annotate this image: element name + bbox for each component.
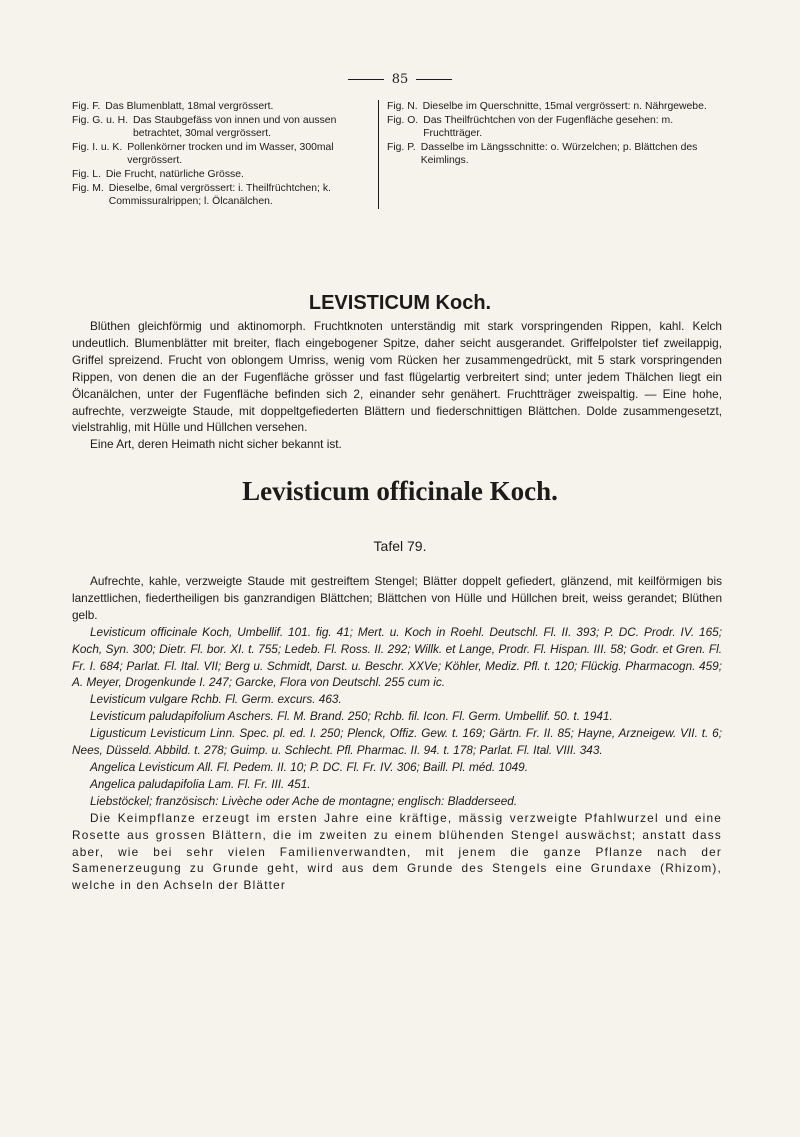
caption-fig-n: Fig. N. Dieselbe im Querschnitte, 15mal vergrössert: n. Nährgewebe. <box>387 101 707 112</box>
caption-fig-l: Fig. L. Die Frucht, natürliche Grösse. <box>72 169 244 180</box>
page-number: 85 <box>0 72 800 87</box>
reference-entry: Levisticum paludapifolium Aschers. Fl. M. Brand. 250; Rchb. fil. Icon. Fl. Germ. Umbellif. 50. t. 1941. <box>90 709 613 724</box>
reference-entry: Ligusticum Levisticum Linn. Spec. pl. ed. I. 250; Plenck, Offiz. Gew. t. 169; Gärtn. Fr. II. 85; Hayne, Arzneigew. VII. t. 6; Nees, Düsseld. Abbild. t. 278; Guimp. u. Schlecht. Pfl. Pharmac. II. 94. t. 178; Parlat. Fl. Ital. VIII. 343. <box>72 726 722 758</box>
germination-text: Die Keimpflanze erzeugt im ersten Jahre eine kräftige, mässig verzweigte Pfahlwurzel und eine Rosette aus grossen Blättern, die im zweiten zu einem blühenden Stengel auswächst; anstatt dass aber, wie bei sehr vielen Familienverwandten, mit jenem die ganze Pflanze nach der Samenerzeugung zu Grunde geht, wird aus dem Grunde des Stengels eine Grundaxe (Rhizom), welche in den Achseln der Blätter <box>72 810 722 893</box>
caption-fig-i-k: Fig. I. u. K. Pollenkörner trocken und im Wasser, 300mal vergrössert. <box>72 142 334 166</box>
figure-captions <box>72 100 720 209</box>
genus-title: LEVISTICUM Koch. <box>308 292 492 314</box>
reference-entry: Levisticum officinale Koch, Umbellif. 101. fig. 41; Mert. u. Koch in Roehl. Deutschl. Fl. II. 393; P. DC. Prodr. IV. 165; Koch, Syn. 300; Dietr. Fl. bor. XI. t. 755; Ledeb. Fl. Ross. II. 292; Willk. et Lange, Prodr. Fl. Hispan. III. 58; Godr. et Gren. Fl. Fr. I. 684; Parlat. Fl. Ital. VII; Berg u. Schmidt, Darst. u. Beschr. XXVe; Köhler, Mediz. Pfl. t. 120; Flückig. Pharmacogn. 459; A. Meyer, Drogenkunde I. 247; Garcke, Flora von Deutschl. 255 cum ic. <box>72 624 722 690</box>
page-number-dash-right <box>416 79 452 80</box>
species-description: Aufrechte, kahle, verzweigte Staude mit gestreiftem Stengel; Blätter doppelt gefiedert, glänzend, mit keilförmigen bis lanzettlichen, fiedertheiligen bis ganzrandigen Blättchen; Blättchen von Hülle und Hüllchen breit, weiss gerandet; Blüthen gelb. <box>72 574 722 622</box>
species-title: Levisticum officinale Koch. <box>242 476 558 506</box>
caption-fig-p: Fig. P. Dasselbe im Längsschnitte: o. Würzelchen; p. Blättchen des Keimlings. <box>387 142 698 166</box>
common-names: Liebstöckel; französisch: Livèche oder Ache de montagne; englisch: Bladderseed. <box>90 793 518 808</box>
species-text <box>72 573 722 894</box>
caption-fig-o: Fig. O. Das Theilfrüchtchen von der Fugenfläche gesehen: m. Fruchtträger. <box>387 115 674 139</box>
genus-paragraph: Blüthen gleichförmig und aktinomorph. Fruchtknoten unterständig mit stark vorspringenden Rippen, kahl. Kelch undeutlich. Blumenblätter mit breiter, flach eingebogener Spitze, daher seicht ausgerandet. Griffelpolster tief zweilappig, Griffel spreizend. Frucht von oblongem Umriss, wenig vom Rücken her zusammengedrückt, mit 5 stark vorspringenden Rippen, von denen die an der Fugenfläche grösser und fast flügelartig verbreitert sind; unter jedem Thälchen liegt ein Ölcanälchen, unter der Fugenfläche befinden sich 2, einander sehr genähert. Fruchtträger zweispaltig. — Eine hohe, aufrechte, verzweigte Staude, mit doppeltgefiederten Blättern und fiederschnittigen Blättchen. Dolde zusammengesetzt, vielstrahlig, mit Hülle und Hüllchen versehen. <box>72 319 722 435</box>
reference-entry: Levisticum vulgare Rchb. Fl. Germ. excurs. 463. <box>90 692 342 707</box>
reference-entry: Angelica Levisticum All. Fl. Pedem. II. 10; P. DC. Fl. Fr. IV. 306; Baill. Pl. méd. 1049. <box>90 759 528 774</box>
caption-fig-m: Fig. M. Dieselbe, 6mal vergrössert: i. Theilfrüchtchen; k. Commissuralrippen; l. Ölcanälchen. <box>72 183 331 207</box>
caption-fig-g-h: Fig. G. u. H. Das Staubgefäss von innen und von aussen betrachtet, 30mal vergrössert. <box>72 115 337 139</box>
figure-captions-left <box>72 100 379 209</box>
plate-label: Tafel 79. <box>373 538 427 554</box>
genus-description <box>72 318 722 453</box>
reference-entry: Angelica paludapifolia Lam. Fl. Fr. III. 451. <box>90 776 311 791</box>
figure-captions-right <box>379 100 717 209</box>
caption-fig-f: Fig. F. Das Blumenblatt, 18mal vergrössert. <box>72 101 274 112</box>
page-number-dash-left <box>348 79 384 80</box>
genus-paragraph: Eine Art, deren Heimath nicht sicher bekannt ist. <box>90 437 342 452</box>
